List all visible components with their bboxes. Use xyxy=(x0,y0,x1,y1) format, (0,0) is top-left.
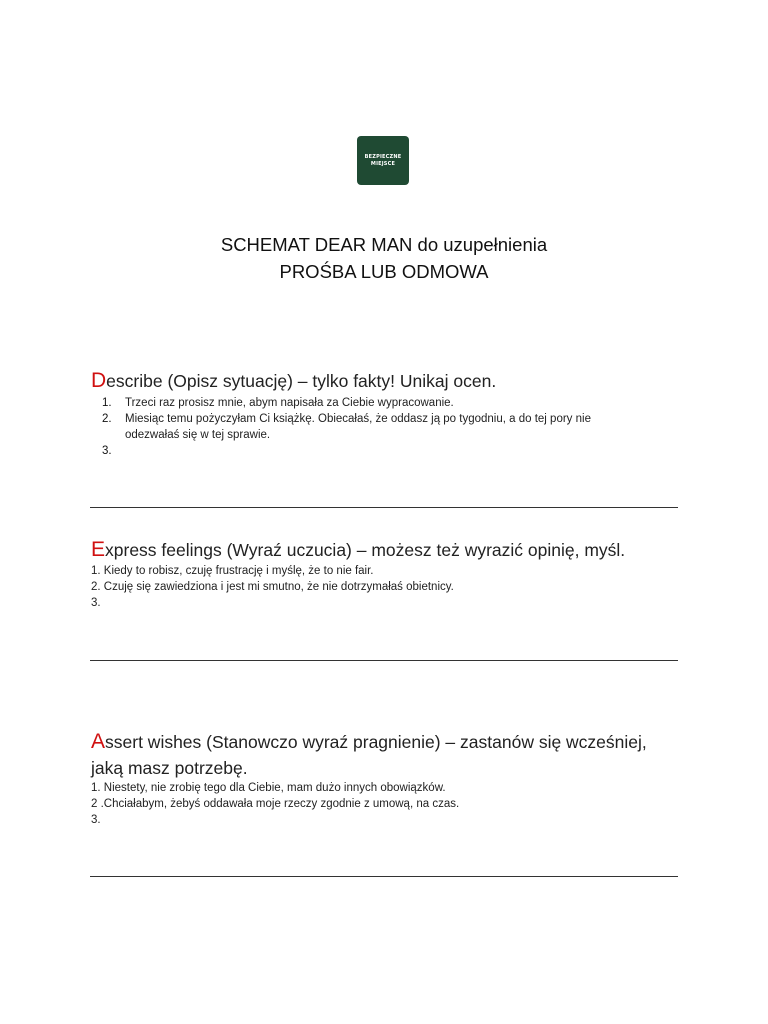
document-title: SCHEMAT DEAR MAN do uzupełnienia xyxy=(220,234,548,255)
list-item: Miesiąc temu pożyczyłam Ci książkę. Obiecałaś, że oddasz ją po tygodniu, a do tej pory nie xyxy=(125,413,591,425)
section-heading-text: escribe (Opisz sytuację) – tylko fakty! Unikaj ocen. xyxy=(106,371,497,391)
section-assert-heading-line2: jaką masz potrzebę. xyxy=(91,758,248,778)
section-assert-heading xyxy=(91,729,691,755)
list-item: 3. xyxy=(91,814,101,826)
section-express-heading xyxy=(91,537,691,563)
section-divider xyxy=(90,660,678,661)
section-heading-text: xpress feelings (Wyraź uczucia) – możesz też wyrazić opinię, myśl. xyxy=(105,540,626,560)
section-initial: E xyxy=(91,538,106,561)
logo xyxy=(357,136,409,185)
section-describe-heading xyxy=(91,368,691,394)
section-heading-text: ssert wishes (Stanowczo wyraź pragnienie) – zastanów się wcześniej, xyxy=(105,732,647,752)
logo-text-line2: MIEJSCE xyxy=(370,160,396,167)
list-item: Trzeci raz prosisz mnie, abym napisała za Ciebie wypracowanie. xyxy=(125,397,454,409)
logo-text-line1: BEZPIECZNE xyxy=(364,153,402,160)
section-divider xyxy=(90,507,678,508)
list-item: 1. Kiedy to robisz, czuję frustrację i myślę, że to nie fair. xyxy=(91,565,374,577)
document-subtitle: PROŚBA LUB ODMOWA xyxy=(279,261,489,282)
list-number: 1. xyxy=(102,397,112,409)
section-initial: D xyxy=(91,369,107,392)
list-item: 2 .Chciałabym, żebyś oddawała moje rzeczy zgodnie z umową, na czas. xyxy=(91,798,460,810)
section-divider xyxy=(90,876,678,877)
list-number: 2. xyxy=(102,413,112,425)
list-item: 1. Niestety, nie zrobię tego dla Ciebie, mam dużo innych obowiązków. xyxy=(91,782,446,794)
list-item: 2. Czuję się zawiedziona i jest mi smutno, że nie dotrzymałaś obietnicy. xyxy=(91,581,454,593)
list-number: 3. xyxy=(102,445,112,457)
list-item: 3. xyxy=(91,597,101,609)
list-item-continuation: odezwałaś się w tej sprawie. xyxy=(125,429,271,441)
section-initial: A xyxy=(91,730,106,753)
